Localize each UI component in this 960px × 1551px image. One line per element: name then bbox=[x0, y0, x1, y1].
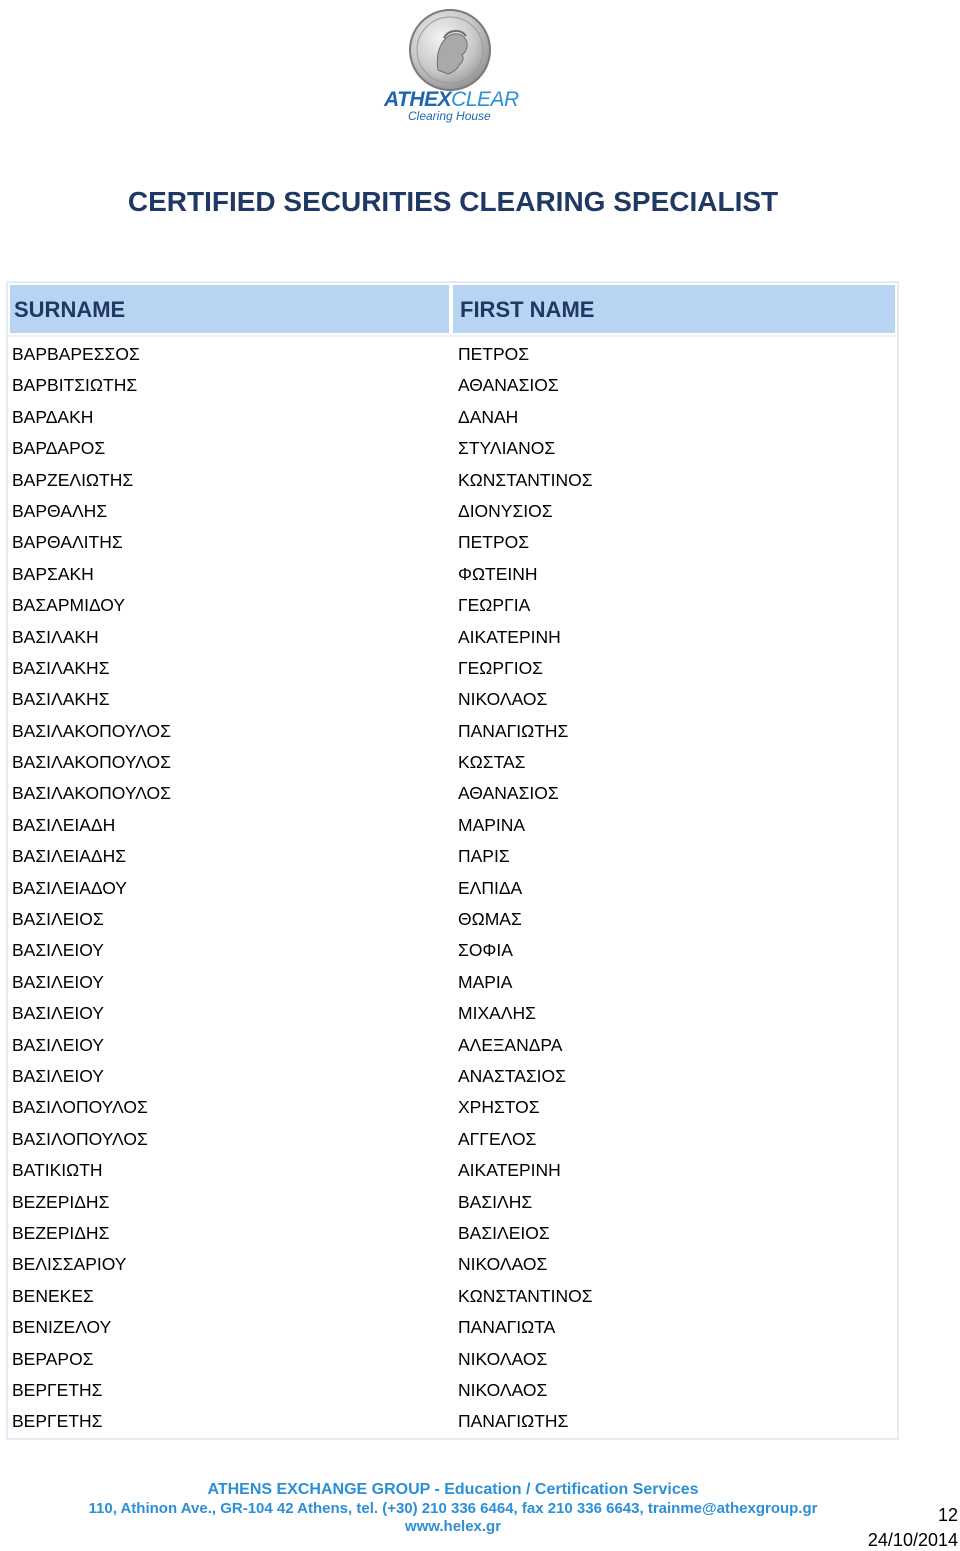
table-row bbox=[8, 653, 897, 684]
cell-surname: ΒΑΣΙΛΕΙΟΥ bbox=[12, 1065, 104, 1086]
table-row bbox=[8, 1344, 897, 1375]
cell-surname: ΒΕΡΓΕΤΗΣ bbox=[12, 1411, 103, 1432]
cell-surname: ΒΑΣΙΛΟΠΟΥΛΟΣ bbox=[12, 1128, 148, 1149]
cell-surname: ΒΑΣΙΛΑΚΗΣ bbox=[12, 689, 110, 710]
cell-first-name: ΕΛΠΙΔΑ bbox=[458, 877, 523, 898]
cell-surname: ΒΑΣΙΛΑΚΟΠΟΥΛΟΣ bbox=[12, 752, 171, 773]
header-first-name: FIRST NAME bbox=[453, 285, 895, 333]
page-footer bbox=[0, 1478, 960, 1550]
cell-surname: ΒΕΡΑΡΟΣ bbox=[12, 1348, 94, 1369]
cell-first-name: ΝΙΚΟΛΑΟΣ bbox=[458, 1348, 548, 1369]
table-header-row bbox=[8, 283, 897, 337]
cell-first-name: ΑΛΕΞΑΝΔΡΑ bbox=[458, 1034, 563, 1055]
cell-first-name: ΓΕΩΡΓΙΟΣ bbox=[458, 657, 543, 678]
cell-first-name: ΝΙΚΟΛΑΟΣ bbox=[458, 1379, 548, 1400]
table-row bbox=[8, 747, 897, 778]
cell-first-name: ΚΩΝΣΤΑΝΤΙΝΟΣ bbox=[458, 469, 593, 490]
cell-first-name: ΚΩΣΤΑΣ bbox=[458, 752, 526, 773]
footer-org: ATHENS EXCHANGE GROUP - Education / Certification Services bbox=[207, 1481, 699, 1498]
cell-surname: ΒΑΡΒΙΤΣΙΩΤΗΣ bbox=[12, 375, 138, 396]
cell-surname: ΒΑΡΒΑΡΕΣΣΟΣ bbox=[12, 344, 140, 364]
cell-surname: ΒΑΡΔΑΚΗ bbox=[12, 406, 94, 427]
cell-surname: ΒΑΡΘΑΛΗΣ bbox=[12, 500, 108, 521]
cell-first-name: ΠΑΡΙΣ bbox=[458, 846, 510, 867]
cell-first-name: ΠΕΤΡΟΣ bbox=[458, 344, 530, 364]
cell-first-name: ΔΙΟΝΥΣΙΟΣ bbox=[458, 500, 553, 521]
table-row bbox=[8, 527, 897, 558]
table-row bbox=[8, 1030, 897, 1061]
table-row bbox=[8, 998, 897, 1029]
table-row bbox=[8, 402, 897, 433]
cell-first-name: ΜΑΡΙΑ bbox=[458, 971, 513, 992]
table-row bbox=[8, 810, 897, 841]
cell-first-name: ΑΘΑΝΑΣΙΟΣ bbox=[458, 783, 559, 804]
table-body bbox=[8, 337, 897, 1438]
brand-tagline: Clearing House bbox=[408, 109, 491, 123]
table-row bbox=[8, 967, 897, 998]
cell-surname: ΒΕΛΙΣΣΑΡΙΟΥ bbox=[12, 1254, 127, 1275]
cell-first-name: ΔΑΝΑΗ bbox=[458, 406, 519, 427]
cell-first-name: ΝΙΚΟΛΑΟΣ bbox=[458, 689, 548, 710]
footer-address: 110, Athinon Ave., GR-104 42 Athens, tel. (+30) 210 336 6464, fax 210 336 6643, trainme@athexgroup.gr bbox=[88, 1500, 818, 1517]
cell-first-name: ΠΑΝΑΓΙΩΤΗΣ bbox=[458, 720, 569, 741]
table-row bbox=[8, 1187, 897, 1218]
cell-surname: ΒΑΣΙΛΑΚΗΣ bbox=[12, 657, 110, 678]
cell-surname: ΒΕΖΕΡΙΔΗΣ bbox=[12, 1222, 110, 1243]
cell-surname: ΒΑΣΙΛΑΚΟΠΟΥΛΟΣ bbox=[12, 720, 171, 741]
table-row bbox=[8, 1155, 897, 1186]
cell-first-name: ΑΙΚΑΤΕΡΙΝΗ bbox=[458, 1160, 561, 1181]
cell-first-name: ΑΓΓΕΛΟΣ bbox=[458, 1128, 537, 1149]
cell-surname: ΒΑΡΘΑΛΙΤΗΣ bbox=[12, 532, 123, 553]
coin-emblem-icon bbox=[408, 8, 492, 92]
cell-surname: ΒΑΡΣΑΚΗ bbox=[12, 563, 94, 584]
footer-website: www.helex.gr bbox=[404, 1518, 502, 1535]
table-row bbox=[8, 1061, 897, 1092]
header-surname: SURNAME bbox=[10, 285, 449, 333]
cell-surname: ΒΕΖΕΡΙΔΗΣ bbox=[12, 1191, 110, 1212]
table-row bbox=[8, 841, 897, 872]
cell-surname: ΒΑΣΙΛΟΠΟΥΛΟΣ bbox=[12, 1097, 148, 1118]
cell-first-name: ΒΑΣΙΛΕΙΟΣ bbox=[458, 1222, 550, 1243]
cell-first-name: ΠΑΝΑΓΙΩΤΑ bbox=[458, 1317, 556, 1338]
brand-part-athex: ATHEX bbox=[384, 88, 452, 111]
table-row bbox=[8, 935, 897, 966]
cell-surname: ΒΕΝΙΖΕΛΟΥ bbox=[12, 1317, 112, 1338]
cell-surname: ΒΑΣΙΛΕΙΟΥ bbox=[12, 940, 104, 961]
cell-first-name: ΚΩΝΣΤΑΝΤΙΝΟΣ bbox=[458, 1285, 593, 1306]
page-number: 12 bbox=[937, 1505, 958, 1525]
table-row bbox=[8, 684, 897, 715]
cell-first-name: ΘΩΜΑΣ bbox=[458, 909, 522, 930]
cell-surname: ΒΑΡΖΕΛΙΩΤΗΣ bbox=[12, 469, 134, 490]
cell-first-name: ΠΕΤΡΟΣ bbox=[458, 532, 530, 553]
athexclear-logo bbox=[380, 4, 530, 124]
table-row bbox=[8, 496, 897, 527]
table-row bbox=[8, 433, 897, 464]
cell-first-name: ΣΟΦΙΑ bbox=[458, 940, 513, 961]
cell-first-name: ΑΙΚΑΤΕΡΙΝΗ bbox=[458, 626, 561, 647]
cell-first-name: ΣΤΥΛΙΑΝΟΣ bbox=[458, 438, 556, 459]
cell-surname: ΒΑΤΙΚΙΩΤΗ bbox=[12, 1160, 103, 1181]
table-row bbox=[8, 716, 897, 747]
cell-surname: ΒΑΣΑΡΜΙΔΟΥ bbox=[12, 595, 125, 616]
cell-first-name: ΜΑΡΙΝΑ bbox=[458, 814, 526, 835]
table-row bbox=[8, 1281, 897, 1312]
cell-first-name: ΓΕΩΡΓΙΑ bbox=[458, 595, 531, 616]
cell-first-name: ΝΙΚΟΛΑΟΣ bbox=[458, 1254, 548, 1275]
page-title: CERTIFIED SECURITIES CLEARING SPECIALIST bbox=[127, 186, 779, 217]
table-row bbox=[8, 465, 897, 496]
cell-first-name: ΒΑΣΙΛΗΣ bbox=[458, 1191, 533, 1212]
table-row bbox=[8, 559, 897, 590]
table-row bbox=[8, 873, 897, 904]
table-row bbox=[8, 904, 897, 935]
cell-surname: ΒΑΣΙΛΕΙΟΥ bbox=[12, 1034, 104, 1055]
table-row bbox=[8, 1375, 897, 1406]
cell-first-name: ΧΡΗΣΤΟΣ bbox=[458, 1097, 540, 1118]
cell-surname: ΒΑΣΙΛΕΙΑΔΗ bbox=[12, 814, 116, 835]
table-row bbox=[8, 1124, 897, 1155]
table-row bbox=[8, 339, 897, 370]
page-date: 24/10/2014 bbox=[867, 1530, 958, 1550]
cell-surname: ΒΕΡΓΕΤΗΣ bbox=[12, 1379, 103, 1400]
table-row bbox=[8, 622, 897, 653]
cell-first-name: ΑΘΑΝΑΣΙΟΣ bbox=[458, 375, 559, 396]
cell-surname: ΒΑΣΙΛΕΙΑΔΗΣ bbox=[12, 846, 127, 867]
table-row bbox=[8, 1406, 897, 1437]
table-row bbox=[8, 1312, 897, 1343]
cell-surname: ΒΑΣΙΛΕΙΟΣ bbox=[12, 909, 104, 930]
cell-surname: ΒΑΣΙΛΕΙΟΥ bbox=[12, 1003, 104, 1024]
cell-surname: ΒΑΣΙΛΑΚΗ bbox=[12, 626, 99, 647]
table-row bbox=[8, 590, 897, 621]
table-row bbox=[8, 1218, 897, 1249]
cell-surname: ΒΑΣΙΛΕΙΟΥ bbox=[12, 971, 104, 992]
cell-surname: ΒΕΝΕΚΕΣ bbox=[12, 1285, 94, 1306]
table-row bbox=[8, 1092, 897, 1123]
table-row bbox=[8, 370, 897, 401]
table-row bbox=[8, 1249, 897, 1280]
names-table bbox=[6, 281, 899, 1440]
cell-first-name: ΑΝΑΣΤΑΣΙΟΣ bbox=[458, 1065, 566, 1086]
cell-first-name: ΠΑΝΑΓΙΩΤΗΣ bbox=[458, 1411, 569, 1432]
cell-surname: ΒΑΣΙΛΕΙΑΔΟΥ bbox=[12, 877, 127, 898]
brand-part-clear: CLEAR bbox=[451, 88, 519, 111]
cell-first-name: ΦΩΤΕΙΝΗ bbox=[458, 563, 538, 584]
cell-surname: ΒΑΡΔΑΡΟΣ bbox=[12, 438, 106, 459]
cell-first-name: ΜΙΧΑΛΗΣ bbox=[458, 1003, 536, 1024]
table-row bbox=[8, 778, 897, 809]
cell-surname: ΒΑΣΙΛΑΚΟΠΟΥΛΟΣ bbox=[12, 783, 171, 804]
